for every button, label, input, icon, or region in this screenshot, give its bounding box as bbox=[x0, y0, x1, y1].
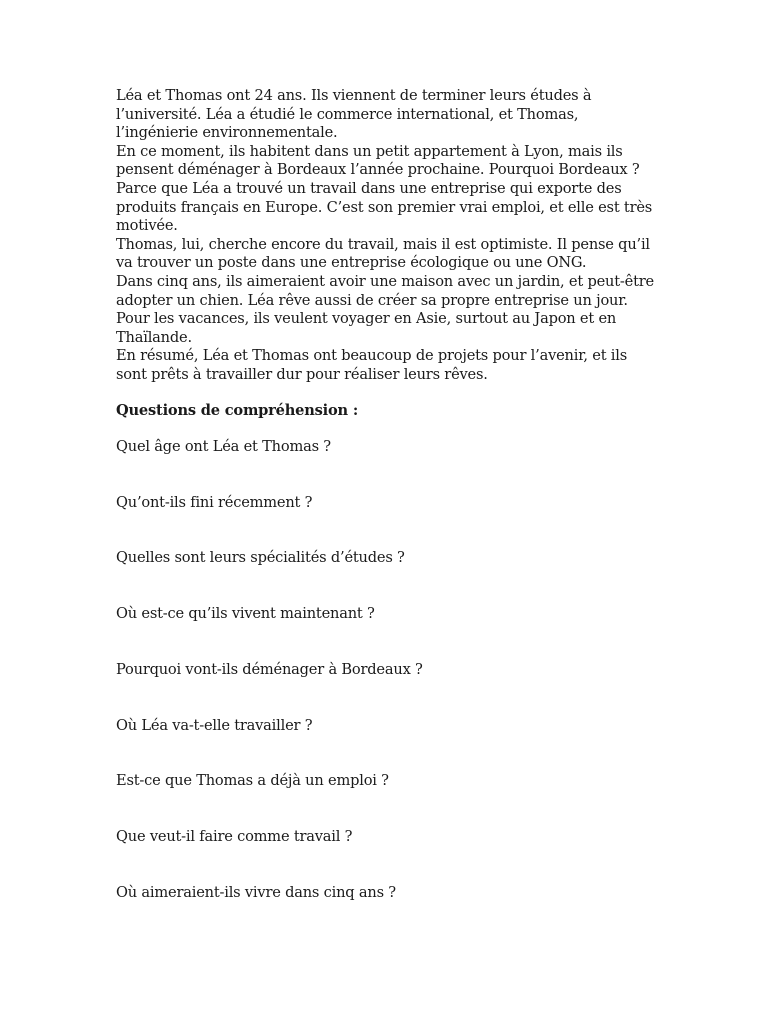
story-line: Dans cinq ans, ils aimeraient avoir une maison avec un jardin, et peut-être bbox=[116, 272, 654, 290]
question-item: Où Léa va-t-elle travailler ? bbox=[116, 716, 313, 734]
question-item: Pourquoi vont-ils déménager à Bordeaux ? bbox=[116, 660, 423, 678]
story-line: motivée. bbox=[116, 217, 178, 235]
story-text bbox=[116, 87, 656, 385]
question-item: Que veut-il faire comme travail ? bbox=[116, 827, 353, 845]
question-item: Qu’ont-ils fini récemment ? bbox=[116, 493, 313, 511]
story-line: va trouver un poste dans une entreprise écologique ou une ONG. bbox=[116, 254, 587, 272]
questions-heading: Questions de compréhension : bbox=[116, 401, 359, 419]
story-line: produits français en Europe. C’est son premier vrai emploi, et elle est très bbox=[116, 198, 653, 216]
story-line: En résumé, Léa et Thomas ont beaucoup de projets pour l’avenir, et ils bbox=[116, 347, 628, 365]
story-line: Parce que Léa a trouvé un travail dans une entreprise qui exporte des bbox=[116, 179, 622, 197]
story-line: pensent déménager à Bordeaux l’année prochaine. Pourquoi Bordeaux ? bbox=[116, 161, 640, 179]
question-item: Quel âge ont Léa et Thomas ? bbox=[116, 438, 331, 456]
story-line: adopter un chien. Léa rêve aussi de créer sa propre entreprise un jour. bbox=[116, 291, 628, 309]
story-line: Thomas, lui, cherche encore du travail, mais il est optimiste. Il pense qu’il bbox=[116, 235, 650, 253]
question-item: Est-ce que Thomas a déjà un emploi ? bbox=[116, 772, 389, 790]
story-line: Léa et Thomas ont 24 ans. Ils viennent de terminer leurs études à bbox=[116, 87, 592, 104]
question-item: Quelles sont leurs spécialités d’études ? bbox=[116, 549, 405, 567]
question-item: Où aimeraient-ils vivre dans cinq ans ? bbox=[116, 883, 396, 901]
text-block bbox=[116, 87, 656, 902]
story-line: En ce moment, ils habitent dans un petit appartement à Lyon, mais ils bbox=[116, 142, 623, 160]
story-line: sont prêts à travailler dur pour réaliser leurs rêves. bbox=[116, 365, 488, 383]
story-line: l’ingénierie environnementale. bbox=[116, 124, 338, 142]
story-line: l’université. Léa a étudié le commerce international, et Thomas, bbox=[116, 105, 579, 123]
question-item: Où est-ce qu’ils vivent maintenant ? bbox=[116, 605, 375, 623]
story-line: Pour les vacances, ils veulent voyager en Asie, surtout au Japon et en bbox=[116, 310, 617, 328]
question-list bbox=[116, 438, 656, 902]
story-line: Thaïlande. bbox=[116, 328, 192, 346]
